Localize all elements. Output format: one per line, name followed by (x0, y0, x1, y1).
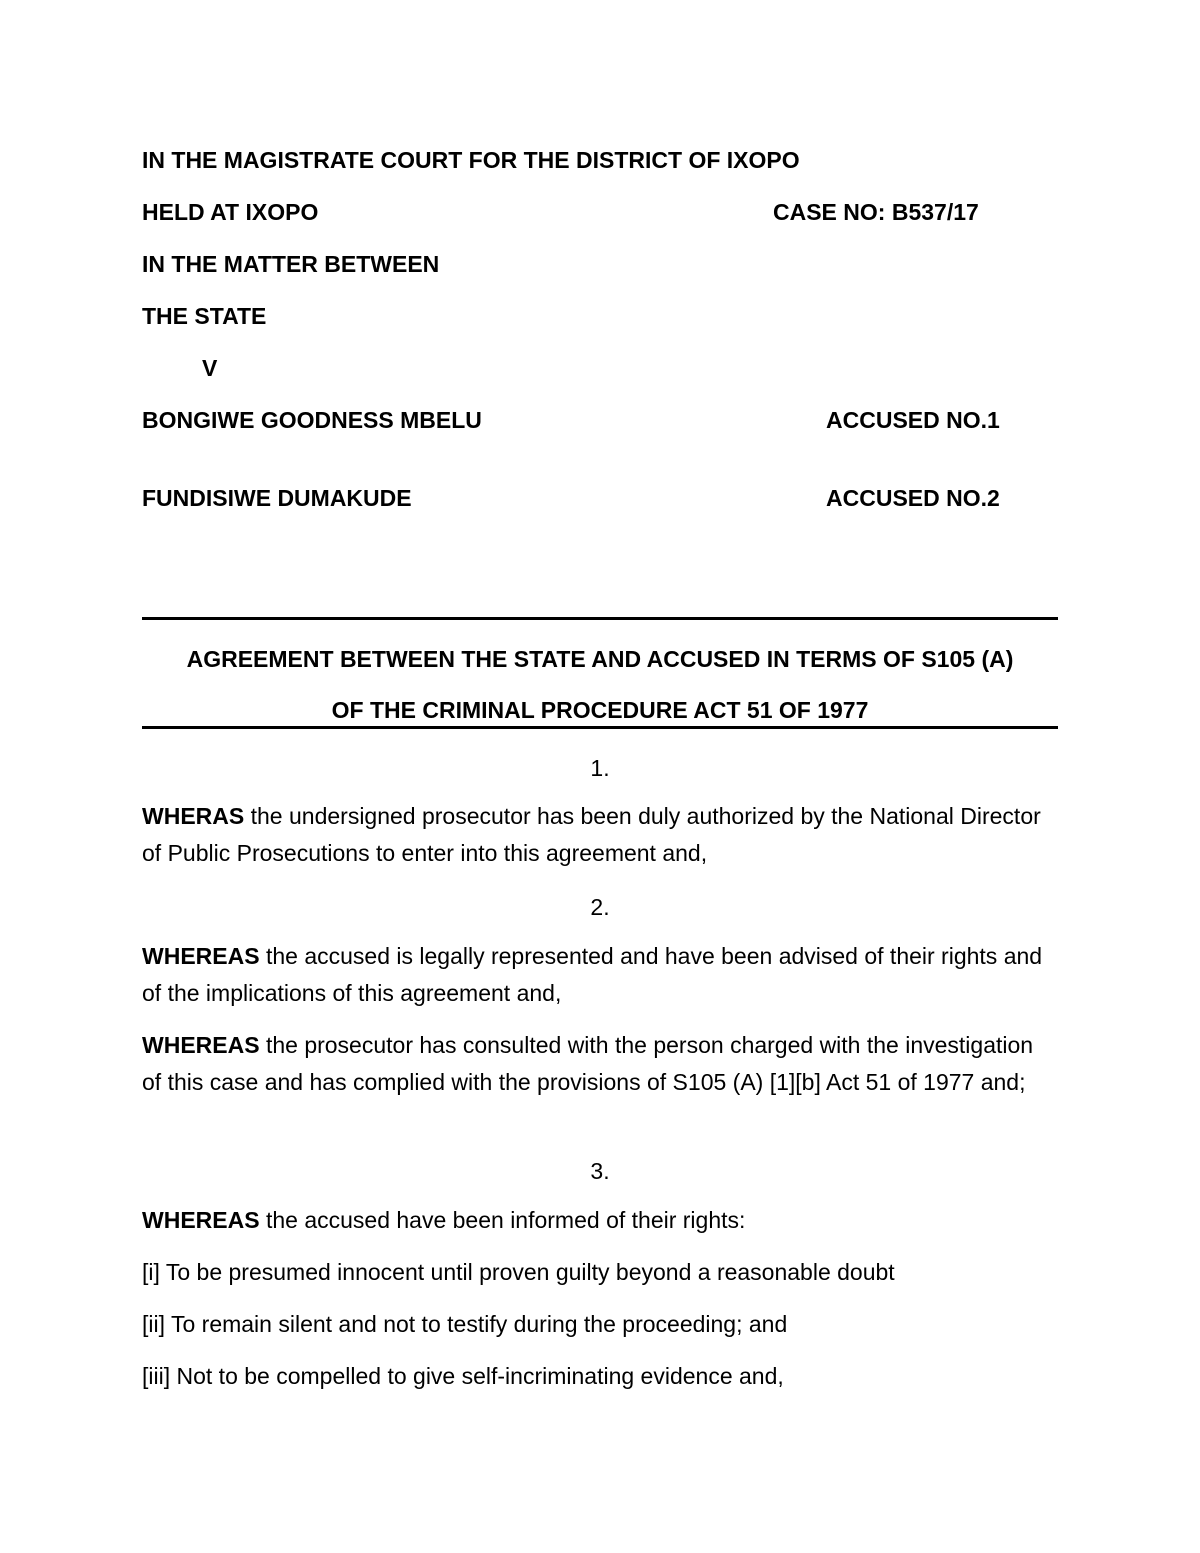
paragraph-lead: WHEREAS (142, 1207, 260, 1233)
title-bottom-rule (142, 726, 1058, 729)
section-number-2: 2. (590, 894, 610, 920)
case-number: CASE NO: B537/17 (773, 199, 979, 225)
rights-item-2: [ii] To remain silent and not to testify during the proceeding; and (142, 1311, 788, 1337)
paragraph-lead: WHEREAS (142, 943, 260, 969)
paragraph-text: the undersigned prosecutor has been duly authorized by the National Director of Public Prosecutions to enter into this agreement and, (142, 803, 1041, 866)
party-state: THE STATE (142, 303, 267, 329)
section-2-paragraph-1 (142, 938, 1058, 1012)
rights-item-1: [i] To be presumed innocent until proven guilty beyond a reasonable doubt (142, 1259, 895, 1285)
accused-1-name: BONGIWE GOODNESS MBELU (142, 407, 482, 433)
held-at: HELD AT IXOPO (142, 199, 319, 225)
paragraph-text: the accused is legally represented and have been advised of their rights and of the implications of this agreement and, (142, 943, 1043, 1006)
accused-2-name: FUNDISIWE DUMAKUDE (142, 485, 412, 511)
paragraph-lead: WHEREAS (142, 1032, 260, 1058)
versus-label: V (202, 355, 218, 381)
section-number-1: 1. (590, 755, 610, 781)
matter-heading: IN THE MATTER BETWEEN (142, 251, 440, 277)
rights-item-3: [iii] Not to be compelled to give self-incriminating evidence and, (142, 1363, 784, 1389)
section-number-3: 3. (590, 1158, 610, 1184)
paragraph-lead: WHERAS (142, 803, 245, 829)
court-heading: IN THE MAGISTRATE COURT FOR THE DISTRICT OF IXOPO (142, 147, 800, 173)
accused-1-label: ACCUSED NO.1 (826, 407, 1000, 433)
title-top-rule (142, 617, 1058, 620)
section-3-paragraph-1 (142, 1202, 1058, 1239)
section-1-paragraph-1 (142, 798, 1058, 872)
paragraph-text: the prosecutor has consulted with the person charged with the investigation of this case and has complied with the provisions of S105 (A) [1][b] Act 51 of 1977 and; (142, 1032, 1034, 1095)
title-line-1: AGREEMENT BETWEEN THE STATE AND ACCUSED IN TERMS OF S105 (A) (186, 646, 1014, 672)
section-2-paragraph-2 (142, 1027, 1058, 1101)
title-line-2: OF THE CRIMINAL PROCEDURE ACT 51 OF 1977 (331, 697, 869, 723)
paragraph-text: the accused have been informed of their rights: (259, 1207, 746, 1233)
accused-2-label: ACCUSED NO.2 (826, 485, 1000, 511)
